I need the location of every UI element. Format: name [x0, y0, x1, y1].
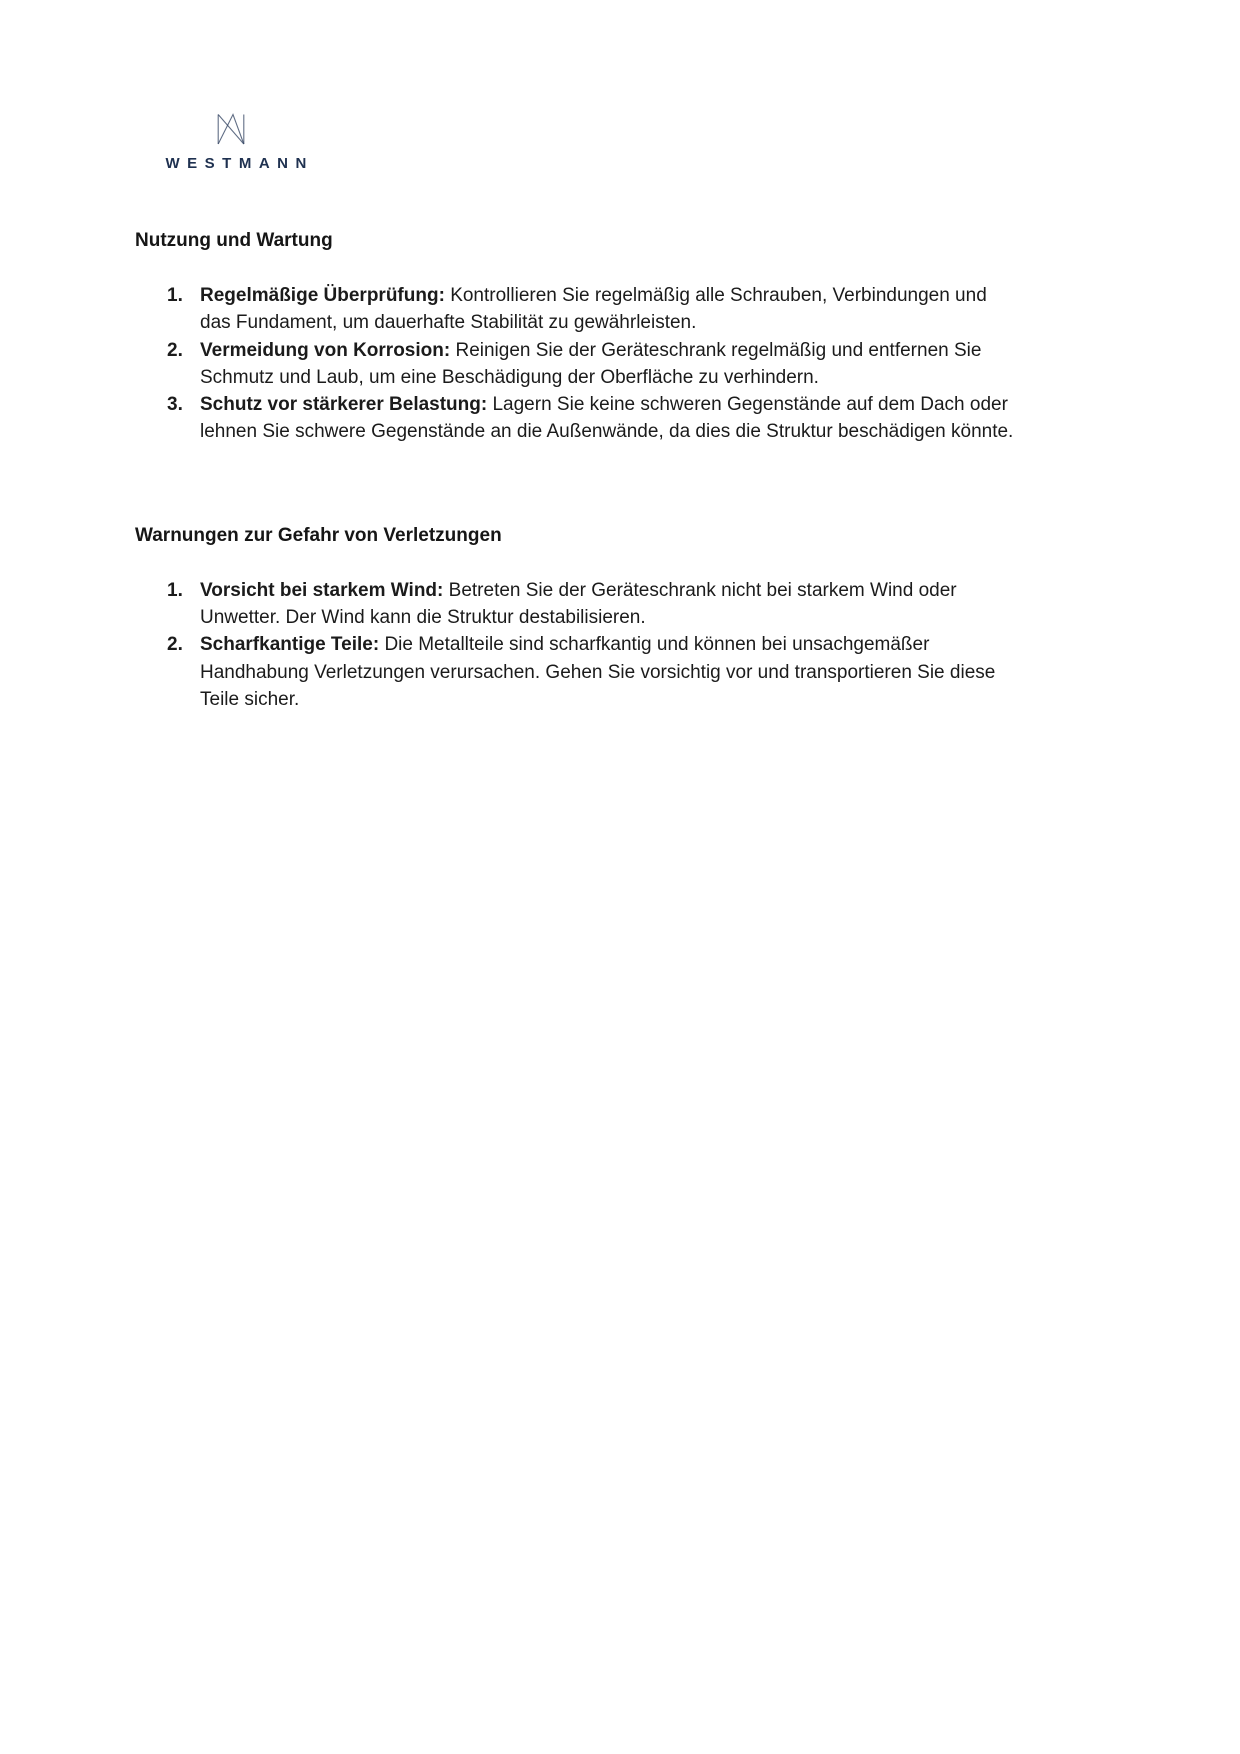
list-item-text [200, 631, 1022, 713]
warnings-list [135, 577, 1110, 713]
list-item-text [200, 337, 1022, 392]
list-item [135, 282, 1110, 337]
list-item-lead: Regelmäßige Überprüfung: [200, 285, 445, 306]
list-item-lead: Schutz vor stärkerer Belastung: [200, 394, 488, 416]
list-item [135, 631, 1110, 713]
list-item-number: 3. [167, 394, 183, 416]
list-item-body: Betreten Sie der Geräteschrank nicht bei starkem Wind oder Unwetter. Der Wind kann die Struktur destabilisieren. [200, 579, 957, 629]
list-item-body: Die Metallteile sind scharfkantig und können bei unsachgemäßer Handhabung Verletzungen verursachen. Gehen Sie vorsichtig vor und transportieren Sie diese Teile sicher. [200, 634, 996, 710]
list-item [135, 337, 1110, 392]
brand-wordmark: WESTMANN [165, 155, 314, 172]
list-item-text [200, 282, 1022, 337]
document-content [0, 0, 1240, 713]
list-item-number: 1. [167, 579, 183, 601]
list-item-lead: Vorsicht bei starkem Wind: [200, 579, 444, 601]
list-item-body: Lagern Sie keine schweren Gegenstände auf dem Dach oder lehnen Sie schwere Gegenstände an die Außenwände, da dies die Struktur beschädigen könnte. [200, 394, 1014, 443]
section-heading-nutzung-und-wartung: Nutzung und Wartung [135, 230, 333, 251]
list-item-number: 2. [167, 634, 183, 656]
section-heading-warnungen: Warnungen zur Gefahr von Verletzungen [135, 524, 502, 546]
list-item-text [200, 577, 1022, 632]
westmann-logo [158, 112, 314, 172]
list-item-lead: Vermeidung von Korrosion: [200, 339, 451, 361]
list-item-body: Kontrollieren Sie regelmäßig alle Schrauben, Verbindungen und das Fundament, um dauerhafte Stabilität zu gewährleisten. [200, 285, 987, 334]
list-item [135, 577, 1110, 632]
list-item-lead: Scharfkantige Teile: [200, 634, 380, 656]
maintenance-list [135, 282, 1110, 446]
list-item [135, 391, 1110, 446]
westmann-monogram-icon [216, 112, 246, 146]
list-item-number: 2. [167, 339, 183, 361]
list-item-body: Reinigen Sie der Geräteschrank regelmäßig und entfernen Sie Schmutz und Laub, um eine Beschädigung der Oberfläche zu verhindern. [200, 339, 982, 388]
list-item-number: 1. [167, 285, 183, 306]
list-item-text [200, 391, 1022, 446]
